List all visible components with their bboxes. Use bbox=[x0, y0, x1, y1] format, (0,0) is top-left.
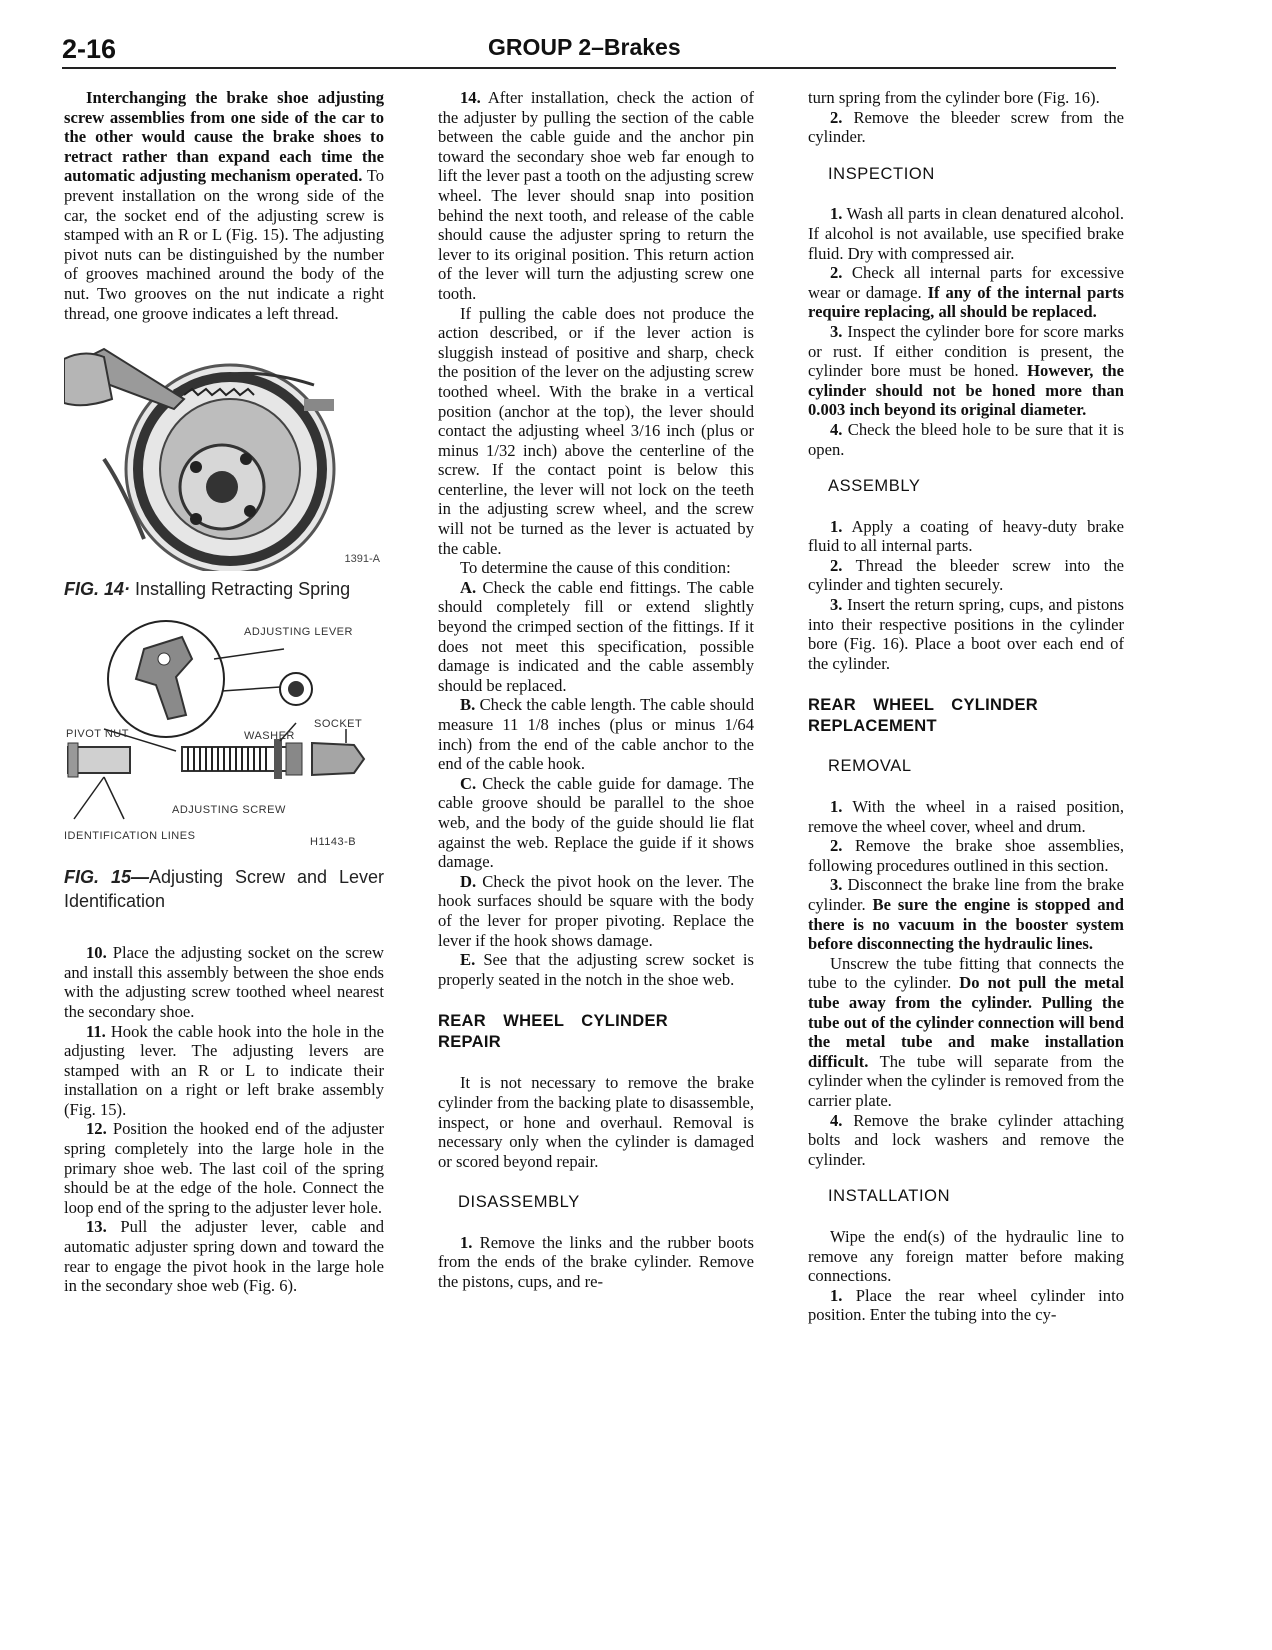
item-letter: E. bbox=[460, 950, 476, 970]
check-e bbox=[438, 950, 754, 989]
paragraph-to-determine: To determine the cause of this condition: bbox=[460, 558, 731, 578]
figure-number: H1143-B bbox=[310, 836, 357, 849]
paragraph-text: The tube will separate from the cylinder when the cylinder is removed from the carrier plate. bbox=[808, 1051, 1124, 1110]
figure-15 bbox=[64, 619, 384, 869]
removal-step-1 bbox=[808, 797, 1124, 836]
step-text: Inspect the cylinder bore for score marks or rust. If either condition is present, the cylinder bore must be honed. bbox=[808, 321, 1124, 381]
caption-text: Installing Retracting Spring bbox=[130, 579, 351, 600]
warning-text: However, the cylinder should not be honed more than 0.003 inch beyond its original diameter. bbox=[808, 361, 1124, 420]
assembly-step-1 bbox=[808, 517, 1124, 556]
label-identification-lines: IDENTIFICATION LINES bbox=[64, 830, 196, 843]
figure-14-caption bbox=[64, 577, 384, 601]
item-letter: D. bbox=[460, 871, 477, 891]
paragraph-text: Unscrew the tube fitting that connects the tube to the cylinder. bbox=[808, 953, 1124, 993]
caption-number: FIG. 15— bbox=[64, 867, 149, 888]
step-text: After installation, check the action of the adjuster by pulling the section of the cable between the cable guide and the anchor pin toward the secondary shoe web far enough to lift the lever past a tooth on the adjusting screw wheel. The lever should snap into position behind the next tooth, and release of the cable should cause the adjuster spring to return the lever to its original position. This return action of the lever will turn the adjusting screw one tooth. bbox=[438, 88, 754, 303]
paragraph-continued: turn spring from the cylinder bore (Fig. 16). bbox=[808, 88, 1100, 107]
step-number: 13. bbox=[86, 1217, 107, 1237]
step-text: Remove the brake shoe assemblies, following procedures outlined in this section. bbox=[808, 836, 1124, 875]
column-1 bbox=[64, 88, 384, 1296]
step-text: Insert the return spring, cups, and pistons into their respective positions in the cylinder bore (Fig. 16). Place a boot over each end of the cylinder. bbox=[808, 595, 1124, 673]
disassembly-step-2 bbox=[808, 108, 1124, 147]
step-number: 1. bbox=[830, 516, 843, 536]
step-number: 11. bbox=[86, 1021, 106, 1041]
header-rule bbox=[62, 67, 1116, 69]
step-number: 3. bbox=[830, 875, 843, 895]
check-d bbox=[438, 872, 754, 950]
step-number: 10. bbox=[86, 943, 107, 963]
paragraph-wipe: Wipe the end(s) of the hydraulic line to remove any foreign matter before making connections. bbox=[808, 1226, 1124, 1286]
item-letter: B. bbox=[460, 695, 476, 715]
step-number: 1. bbox=[460, 1232, 473, 1252]
installation-step-1 bbox=[808, 1286, 1124, 1325]
step-text: Pull the adjuster lever, cable and automatic adjuster spring down and toward the rear to engage the pivot hook in the large hole in the secondary shoe web (Fig. 6). bbox=[64, 1217, 384, 1296]
label-adjusting-lever: ADJUSTING LEVER bbox=[244, 626, 353, 639]
label-adjusting-screw: ADJUSTING SCREW bbox=[172, 804, 286, 817]
figure-14 bbox=[64, 339, 384, 571]
inspection-step-2 bbox=[808, 263, 1124, 322]
step-text: Hook the cable hook into the hole in the adjusting lever. The adjusting levers are stamped with an R or L to indicate their installation on a right or left brake assembly (Fig. 15). bbox=[64, 1021, 384, 1119]
page-number: 2-16 bbox=[62, 34, 117, 64]
item-text: Check the cable length. The cable should measure 11 1/8 inches (plus or minus 1/64 inch) from the end of the cable anchor to the end of the cable hook. bbox=[438, 695, 754, 774]
item-text: Check the cable end fittings. The cable should completely fill or extend slightly beyond the crimped section of the fittings. If it does not meet this specification, possible damage is indicated and the cable assembly should be replaced. bbox=[438, 577, 754, 695]
step-text: Disconnect the brake line from the brake cylinder. bbox=[808, 875, 1124, 914]
removal-step-3 bbox=[808, 875, 1124, 953]
section-heading: REMOVAL bbox=[828, 757, 912, 776]
label-washer: WASHER bbox=[244, 730, 295, 743]
step-number: 2. bbox=[830, 836, 843, 856]
figure-15-caption bbox=[64, 865, 384, 913]
disassembly-step-1 bbox=[438, 1233, 754, 1292]
step-text: Check all internal parts for excessive wear or damage. bbox=[808, 263, 1124, 302]
step-text: Remove the links and the rubber boots from the ends of the brake cylinder. Remove the pistons, cups, and re- bbox=[438, 1232, 754, 1292]
caption-number: FIG. 14· bbox=[64, 579, 131, 600]
step-number: 2. bbox=[830, 555, 843, 575]
check-b bbox=[438, 695, 754, 773]
column-3 bbox=[808, 88, 1124, 1325]
step-number: 12. bbox=[86, 1119, 107, 1139]
warning-text: If any of the internal parts require replacing, all should be replaced. bbox=[808, 282, 1124, 322]
item-letter: C. bbox=[460, 773, 477, 793]
assembly-step-2 bbox=[808, 556, 1124, 595]
step-10 bbox=[64, 943, 384, 1021]
step-text: Thread the bleeder screw into the cylinder and tighten securely. bbox=[808, 555, 1124, 595]
section-heading: REAR WHEEL CYLINDER REPAIR bbox=[438, 1012, 668, 1052]
paragraph-repair: It is not necessary to remove the brake cylinder from the backing plate to disassemble, inspect, or hone and overhaul. Removal is necessary only when the cylinder is damaged or scored beyond repair. bbox=[438, 1073, 754, 1171]
inspection-step-3 bbox=[808, 322, 1124, 420]
paragraph-interchanging bbox=[64, 88, 384, 323]
step-number: 4. bbox=[830, 1110, 843, 1130]
warning-text: Interchanging the brake shoe adjusting screw assemblies from one side of the car to the other would cause the brake shoes to retract rather than expand each time the automatic adjusting mechanism operated. bbox=[64, 88, 384, 186]
paragraph-text: To prevent installation on the wrong side of the car, the socket end of the adjusting screw is stamped with an R or L (Fig. 15). The adjusting pivot nuts can be distinguished by the number of grooves machined around the body of the nut. Two grooves on the nut indicate a right thread, one groove indicates a left thread. bbox=[64, 166, 384, 323]
warning-text: Be sure the engine is stopped and there is no vacuum in the booster system before disconnecting the hydraulic lines. bbox=[808, 895, 1124, 954]
item-text: Check the pivot hook on the lever. The hook surfaces should be square with the body of the lever for proper pivoting. Replace the lever if the hook shows damage. bbox=[438, 871, 754, 950]
section-heading: ASSEMBLY bbox=[828, 477, 921, 496]
step-number: 3. bbox=[830, 321, 843, 341]
step-number: 2. bbox=[830, 263, 843, 283]
step-text: Place the rear wheel cylinder into position. Enter the tubing into the cy- bbox=[808, 1285, 1124, 1325]
removal-step-4 bbox=[808, 1111, 1124, 1170]
step-number: 4. bbox=[830, 419, 843, 439]
inspection-step-1 bbox=[808, 204, 1124, 263]
step-text: Check the bleed hole to be sure that it is open. bbox=[808, 419, 1124, 459]
step-number: 14. bbox=[460, 88, 481, 107]
step-11 bbox=[64, 1022, 384, 1120]
section-heading: INSTALLATION bbox=[828, 1187, 951, 1206]
item-text: See that the adjusting screw socket is properly seated in the notch in the shoe web. bbox=[438, 950, 754, 989]
caption-text: Adjusting Screw and Lever Identification bbox=[64, 867, 384, 912]
step-13 bbox=[64, 1217, 384, 1295]
check-a bbox=[438, 578, 754, 696]
label-pivot-nut: PIVOT NUT bbox=[66, 728, 129, 741]
step-text: Wash all parts in clean denatured alcohol. If alcohol is not available, use specified brake fluid. Dry with compressed air. bbox=[808, 204, 1124, 263]
step-12 bbox=[64, 1119, 384, 1217]
step-text: With the wheel in a raised position, remove the wheel cover, wheel and drum. bbox=[808, 797, 1124, 836]
section-heading: REAR WHEEL CYLINDER REPLACEMENT bbox=[808, 696, 1038, 736]
step-number: 1. bbox=[830, 797, 843, 817]
page-header-title: GROUP 2–Brakes bbox=[488, 34, 681, 60]
item-text: Check the cable guide for damage. The cable groove should be parallel to the shoe web, and the body of the guide should lie flat against the web. Replace the guide if it shows damage. bbox=[438, 773, 754, 872]
step-text: Place the adjusting socket on the screw and install this assembly between the shoe ends with the adjusting screw toothed wheel nearest the secondary shoe. bbox=[64, 943, 384, 1021]
item-letter: A. bbox=[460, 577, 477, 597]
section-heading: DISASSEMBLY bbox=[458, 1193, 580, 1212]
removal-step-2 bbox=[808, 836, 1124, 875]
figure-number: 1391-A bbox=[344, 552, 380, 565]
step-number: 3. bbox=[830, 595, 843, 615]
step-text: Apply a coating of heavy-duty brake fluid to all internal parts. bbox=[808, 516, 1124, 556]
check-c bbox=[438, 774, 754, 872]
inspection-step-4 bbox=[808, 420, 1124, 459]
assembly-step-3 bbox=[808, 595, 1124, 673]
step-number: 1. bbox=[830, 1285, 843, 1305]
warning-text: Do not pull the metal tube away from the cylinder. Pulling the tube out of the cylinder connection will bend the metal tube and make installation difficult. bbox=[808, 973, 1124, 1071]
paragraph-unscrew bbox=[808, 954, 1124, 1111]
step-text: Position the hooked end of the adjuster spring completely into the large hole in the primary shoe web. The last coil of the spring should be at the edge of the hole. Connect the loop end of the spring to the adjuster lever hole. bbox=[64, 1119, 384, 1217]
step-14 bbox=[438, 88, 754, 304]
step-number: 2. bbox=[830, 107, 843, 127]
brake-assembly-illustration bbox=[64, 339, 374, 571]
paragraph-if-pulling: If pulling the cable does not produce the action described, or if the lever action is sluggish instead of positive and sharp, check the position of the lever on the adjusting screw toothed wheel. With the brake in a vertical position (anchor at the top), the lever should contact the adjusting wheel 3/16 inch (plus or minus 1/32 inch) above the centerline of the screw. If the contact point is below this centerline, the lever will not lock on the teeth in the adjusting screw wheel, and the screw will not be turned as the lever is actuated by the cable. bbox=[438, 303, 754, 558]
section-heading: INSPECTION bbox=[828, 164, 935, 183]
label-socket: SOCKET bbox=[314, 718, 363, 731]
step-text: Remove the bleeder screw from the cylinder. bbox=[808, 107, 1124, 147]
column-2 bbox=[438, 88, 754, 1292]
step-text: Remove the brake cylinder attaching bolts and lock washers and remove the cylinder. bbox=[808, 1110, 1124, 1169]
step-number: 1. bbox=[830, 204, 843, 224]
